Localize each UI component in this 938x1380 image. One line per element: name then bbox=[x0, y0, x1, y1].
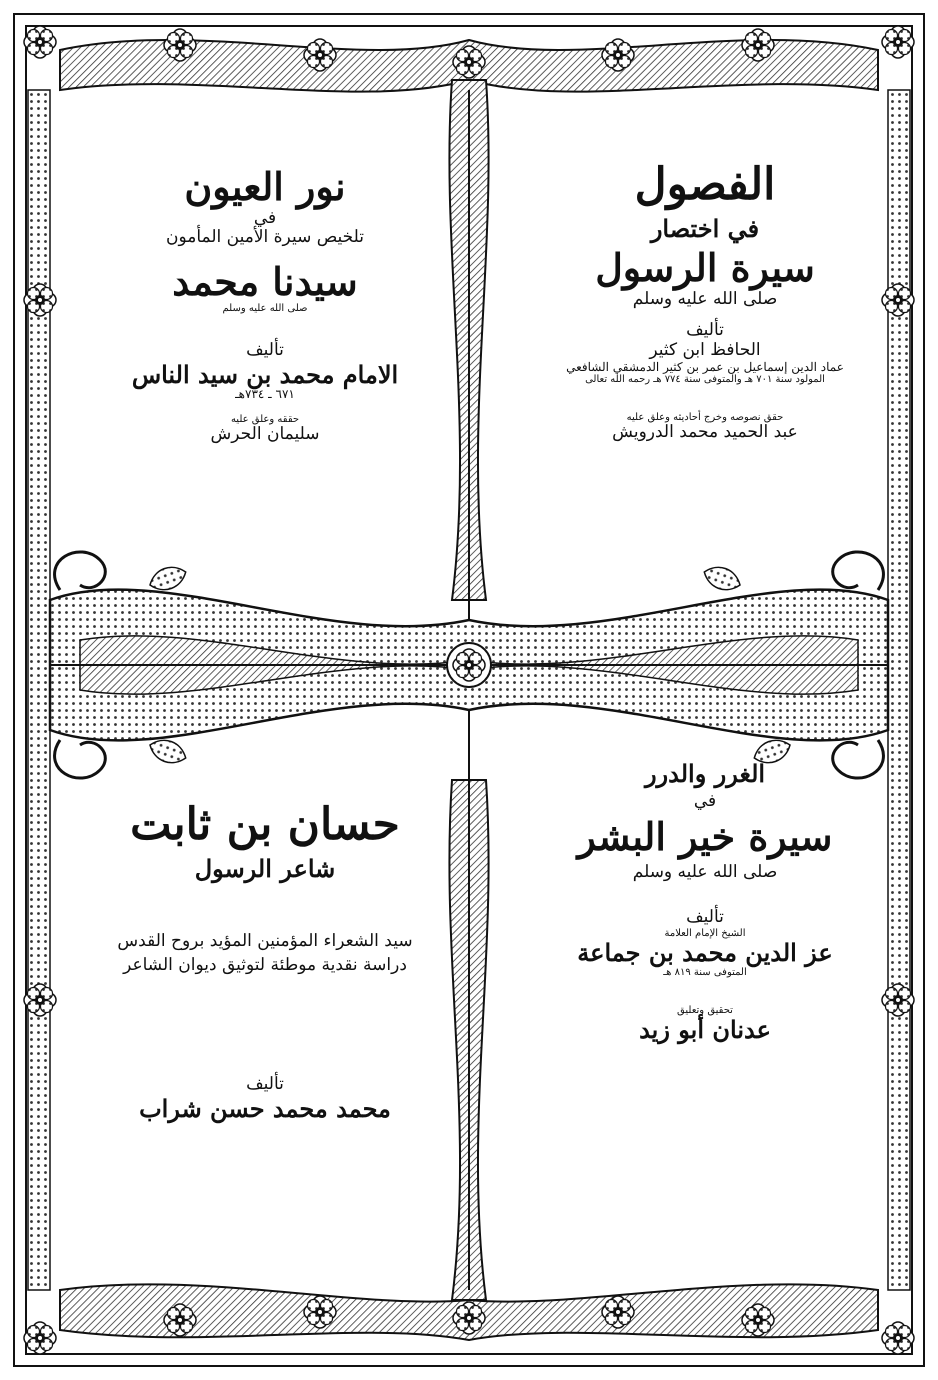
author-dates: المولود سنة ٧٠١ هـ والمتوفى سنة ٧٧٤ هـ رحمه الله تعالى bbox=[585, 374, 825, 386]
book-title: حسان بن ثابت bbox=[130, 799, 400, 850]
editor-role: حققه وعلق عليه bbox=[230, 413, 300, 425]
book-subject: سيرة الرسول bbox=[595, 245, 815, 291]
blessing-text: صلى الله عليه وسلم bbox=[632, 288, 778, 309]
book-panel-nur-aluyun bbox=[100, 165, 430, 445]
author-dates: ٦٧١ ـ ٧٣٤هـ bbox=[235, 387, 295, 402]
book-title: الغرر والدرر bbox=[644, 759, 766, 788]
editor-name: سليمان الحرش bbox=[210, 424, 320, 445]
book-title: نور العيون bbox=[184, 164, 346, 209]
editor-role: تحقيق وتعليق bbox=[677, 1004, 733, 1016]
author-full-name: عماد الدين إسماعيل بن عمر بن كثير الدمشقي الشافعي bbox=[566, 359, 844, 374]
book-connector: في bbox=[253, 207, 277, 228]
author-name: محمد محمد حسن شراب bbox=[139, 1093, 391, 1123]
blessing-text: صلى الله عليه وسلم bbox=[222, 303, 308, 315]
book-subtitle: تلخيص سيرة الأمين المأمون bbox=[165, 227, 365, 248]
authored-by-label: تأليف bbox=[246, 1074, 284, 1095]
book-subtitle: شاعر الرسول bbox=[194, 853, 336, 883]
book-panel-alfusul bbox=[540, 160, 870, 443]
authored-by-label: تأليف bbox=[246, 339, 284, 360]
author-name: عز الدين محمد بن جماعة bbox=[577, 938, 833, 968]
author-name: الامام محمد بن سيد الناس bbox=[131, 359, 399, 389]
book-description-line-2: دراسة نقدية موطئة لتوثيق ديوان الشاعر bbox=[123, 954, 407, 975]
book-subject: سيدنا محمد bbox=[172, 258, 358, 304]
editor-name: عبد الحميد محمد الدرويش bbox=[612, 422, 798, 443]
book-panel-alghurar bbox=[540, 760, 870, 1044]
editor-name: عدنان أبو زيد bbox=[639, 1015, 771, 1045]
book-title: الفصول bbox=[634, 159, 776, 210]
author-dates: المتوفى سنة ٨١٩ هـ bbox=[663, 967, 747, 979]
authored-by-label: تأليف bbox=[686, 320, 724, 341]
blessing-text: صلى الله عليه وسلم bbox=[632, 861, 778, 882]
authored-by-label: تأليف bbox=[686, 907, 724, 928]
author-title: الحافظ ابن كثير bbox=[649, 339, 761, 360]
author-title: الشيخ الإمام العلامة bbox=[664, 927, 746, 939]
book-panel-hassan bbox=[100, 800, 430, 1122]
book-connector: في bbox=[693, 790, 717, 811]
editor-role: حقق نصوصه وخرج أحاديثه وعلق عليه bbox=[626, 411, 784, 423]
book-subject: سيرة خير البشر bbox=[577, 814, 833, 860]
book-connector: في اختصار bbox=[650, 213, 760, 243]
book-description-line-1: سيد الشعراء المؤمنين المؤيد بروح القدس bbox=[117, 931, 413, 952]
